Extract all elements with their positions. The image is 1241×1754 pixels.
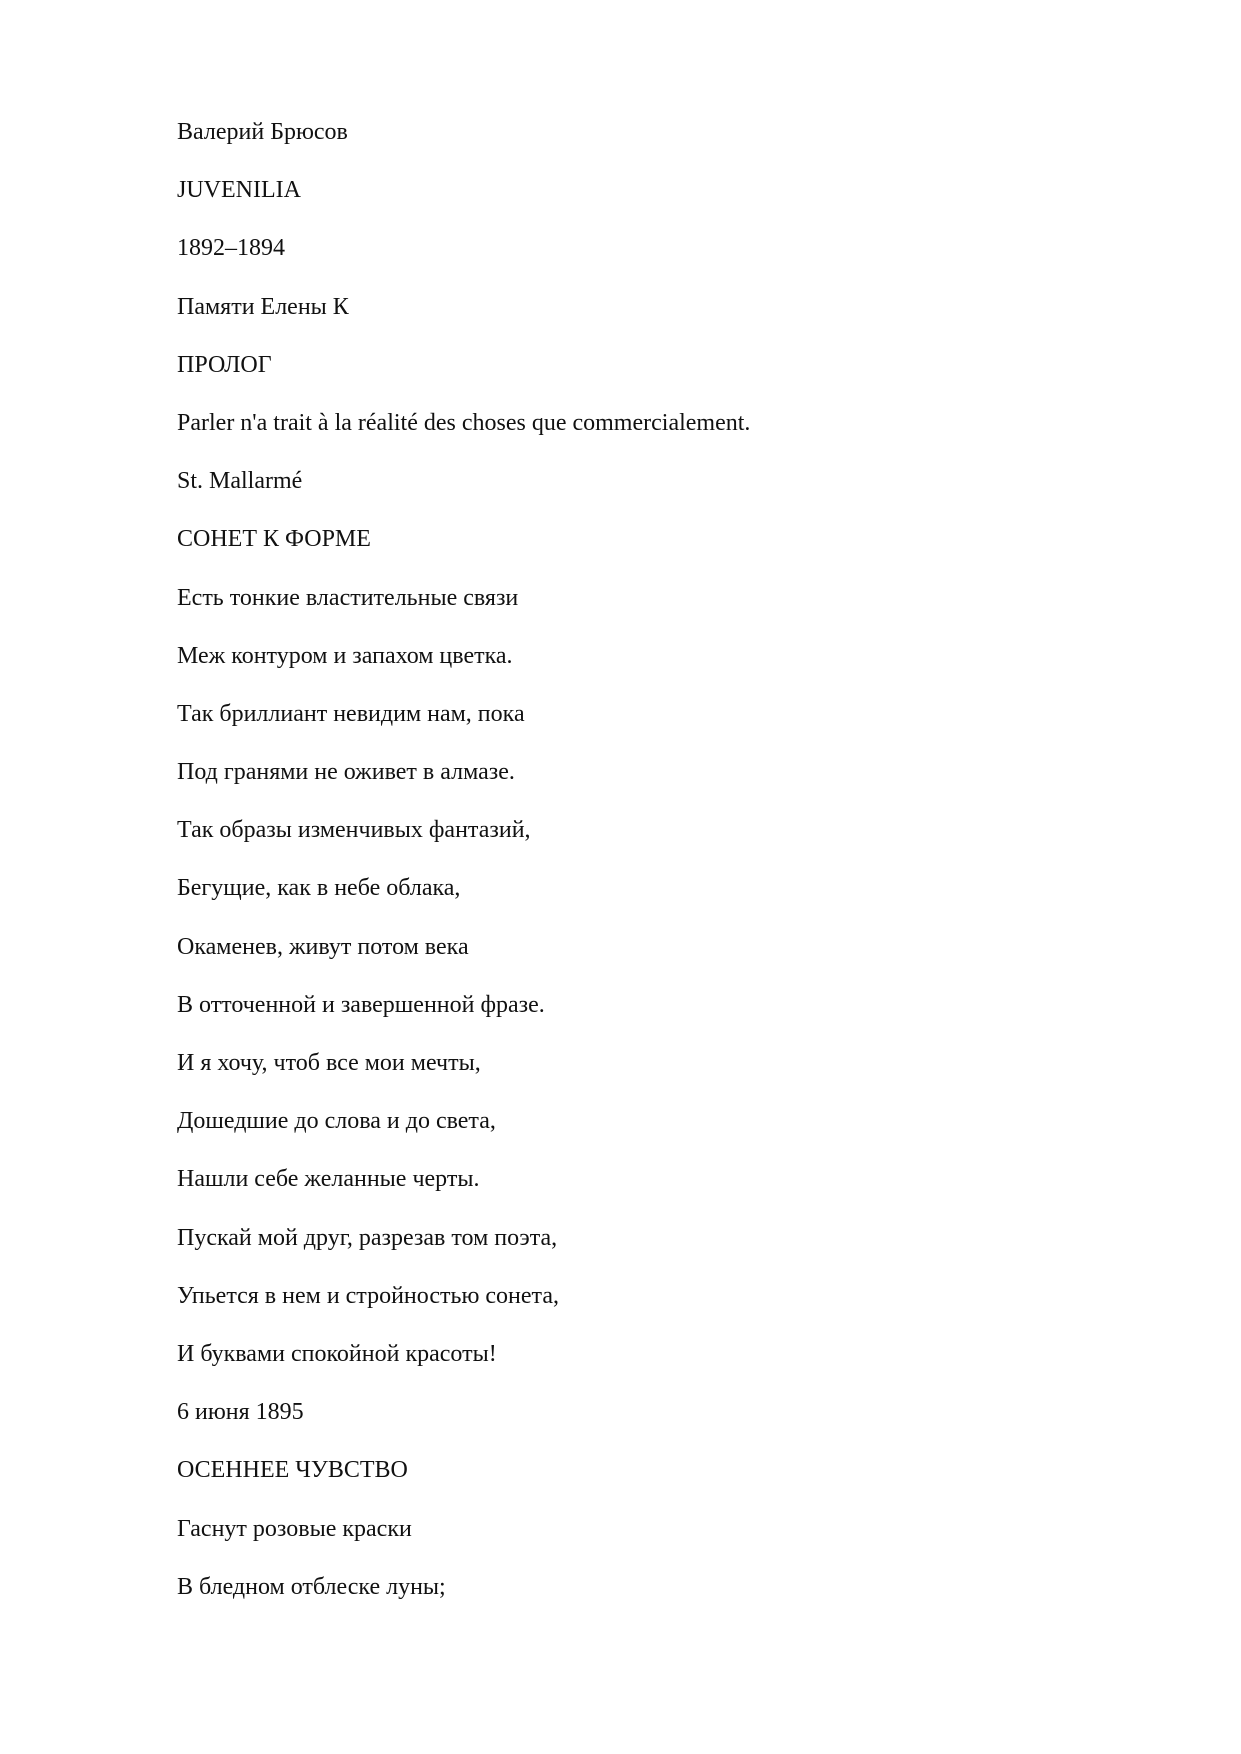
collection-years: 1892–1894 bbox=[177, 235, 285, 262]
poem-line: Так бриллиант невидим нам, пока bbox=[177, 700, 525, 727]
poem-line: Дошедшие до слова и до света, bbox=[177, 1108, 496, 1135]
poem-line: Упьется в нем и стройностью сонета, bbox=[177, 1282, 559, 1309]
collection-title: JUVENILIA bbox=[177, 177, 301, 204]
poem-line: Окаменев, живут потом века bbox=[177, 933, 469, 960]
poem-line: И буквами спокойной красоты! bbox=[177, 1340, 497, 1367]
poem-line: Нашли себе желанные черты. bbox=[177, 1166, 480, 1193]
poem-line: И я хочу, чтоб все мои мечты, bbox=[177, 1050, 481, 1076]
section-heading-prologue: ПРОЛОГ bbox=[177, 351, 272, 378]
poem-title: СОНЕТ К ФОРМЕ bbox=[177, 526, 371, 553]
dedication: Памяти Елены К bbox=[177, 293, 349, 320]
epigraph-author: St. Mallarmé bbox=[177, 468, 303, 495]
poem-line: В бледном отблеске луны; bbox=[177, 1573, 446, 1600]
poem-date: 6 июня 1895 bbox=[177, 1399, 304, 1426]
poem-line: Есть тонкие властительные связи bbox=[177, 584, 519, 611]
poem-line: В отточенной и завершенной фразе. bbox=[177, 991, 545, 1018]
poem-line: Под гранями не оживет в алмазе. bbox=[177, 759, 515, 786]
poem-line: Меж контуром и запахом цветка. bbox=[177, 642, 513, 669]
poem-line: Пускай мой друг, разрезав том поэта, bbox=[177, 1224, 558, 1251]
author-name: Валерий Брюсов bbox=[177, 119, 348, 145]
poem-line: Гаснут розовые краски bbox=[177, 1515, 412, 1542]
poem-line: Так образы изменчивых фантазий, bbox=[177, 817, 531, 844]
epigraph-text: Parler n'a trait à la réalité des choses que commercialement. bbox=[177, 409, 751, 436]
text-body bbox=[177, 112, 750, 1625]
poem-title: ОСЕННЕЕ ЧУВСТВО bbox=[177, 1457, 408, 1484]
poem-line: Бегущие, как в небе облака, bbox=[177, 875, 461, 902]
